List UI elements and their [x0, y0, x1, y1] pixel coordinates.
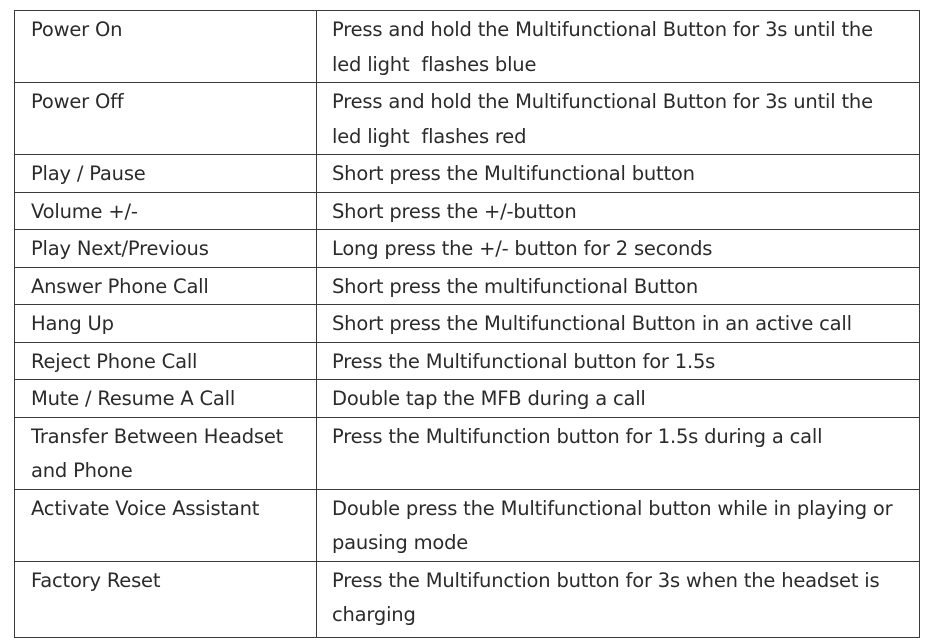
operation-cell: Short press the +/-button [317, 192, 920, 230]
function-cell: Hang Up [15, 305, 317, 343]
function-cell: Volume +/- [15, 192, 317, 230]
table-row [15, 305, 920, 343]
function-table [14, 10, 920, 638]
function-cell: Factory Reset [15, 561, 317, 637]
operation-cell: Long press the +/- button for 2 seconds [317, 230, 920, 268]
operation-cell: Press the Multifunction button for 3s when the headset is charging [317, 561, 920, 637]
table-row [15, 489, 920, 561]
function-cell: Power Off [15, 83, 317, 155]
operation-cell: Press and hold the Multifunctional Button for 3s until the led light flashes red [317, 83, 920, 155]
operation-cell: Short press the Multifunctional button [317, 155, 920, 193]
function-cell: Transfer Between Headset and Phone [15, 417, 317, 489]
function-cell: Answer Phone Call [15, 267, 317, 305]
function-cell: Reject Phone Call [15, 342, 317, 380]
function-cell: Play / Pause [15, 155, 317, 193]
table-row [15, 561, 920, 637]
table-row [15, 380, 920, 418]
table-row [15, 267, 920, 305]
function-cell: Mute / Resume A Call [15, 380, 317, 418]
operation-cell: Short press the multifunctional Button [317, 267, 920, 305]
table-row [15, 230, 920, 268]
table-row [15, 11, 920, 83]
table-row [15, 342, 920, 380]
table-row [15, 192, 920, 230]
table-row [15, 83, 920, 155]
function-cell: Power On [15, 11, 317, 83]
operation-cell: Press the Multifunction button for 1.5s during a call [317, 417, 920, 489]
operation-cell: Short press the Multifunctional Button in an active call [317, 305, 920, 343]
function-cell: Activate Voice Assistant [15, 489, 317, 561]
table-row [15, 155, 920, 193]
operation-cell: Double press the Multifunctional button while in playing or pausing mode [317, 489, 920, 561]
table-row [15, 417, 920, 489]
function-cell: Play Next/Previous [15, 230, 317, 268]
operation-cell: Press and hold the Multifunctional Button for 3s until the led light flashes blue [317, 11, 920, 83]
operation-cell: Double tap the MFB during a call [317, 380, 920, 418]
operation-cell: Press the Multifunctional button for 1.5s [317, 342, 920, 380]
